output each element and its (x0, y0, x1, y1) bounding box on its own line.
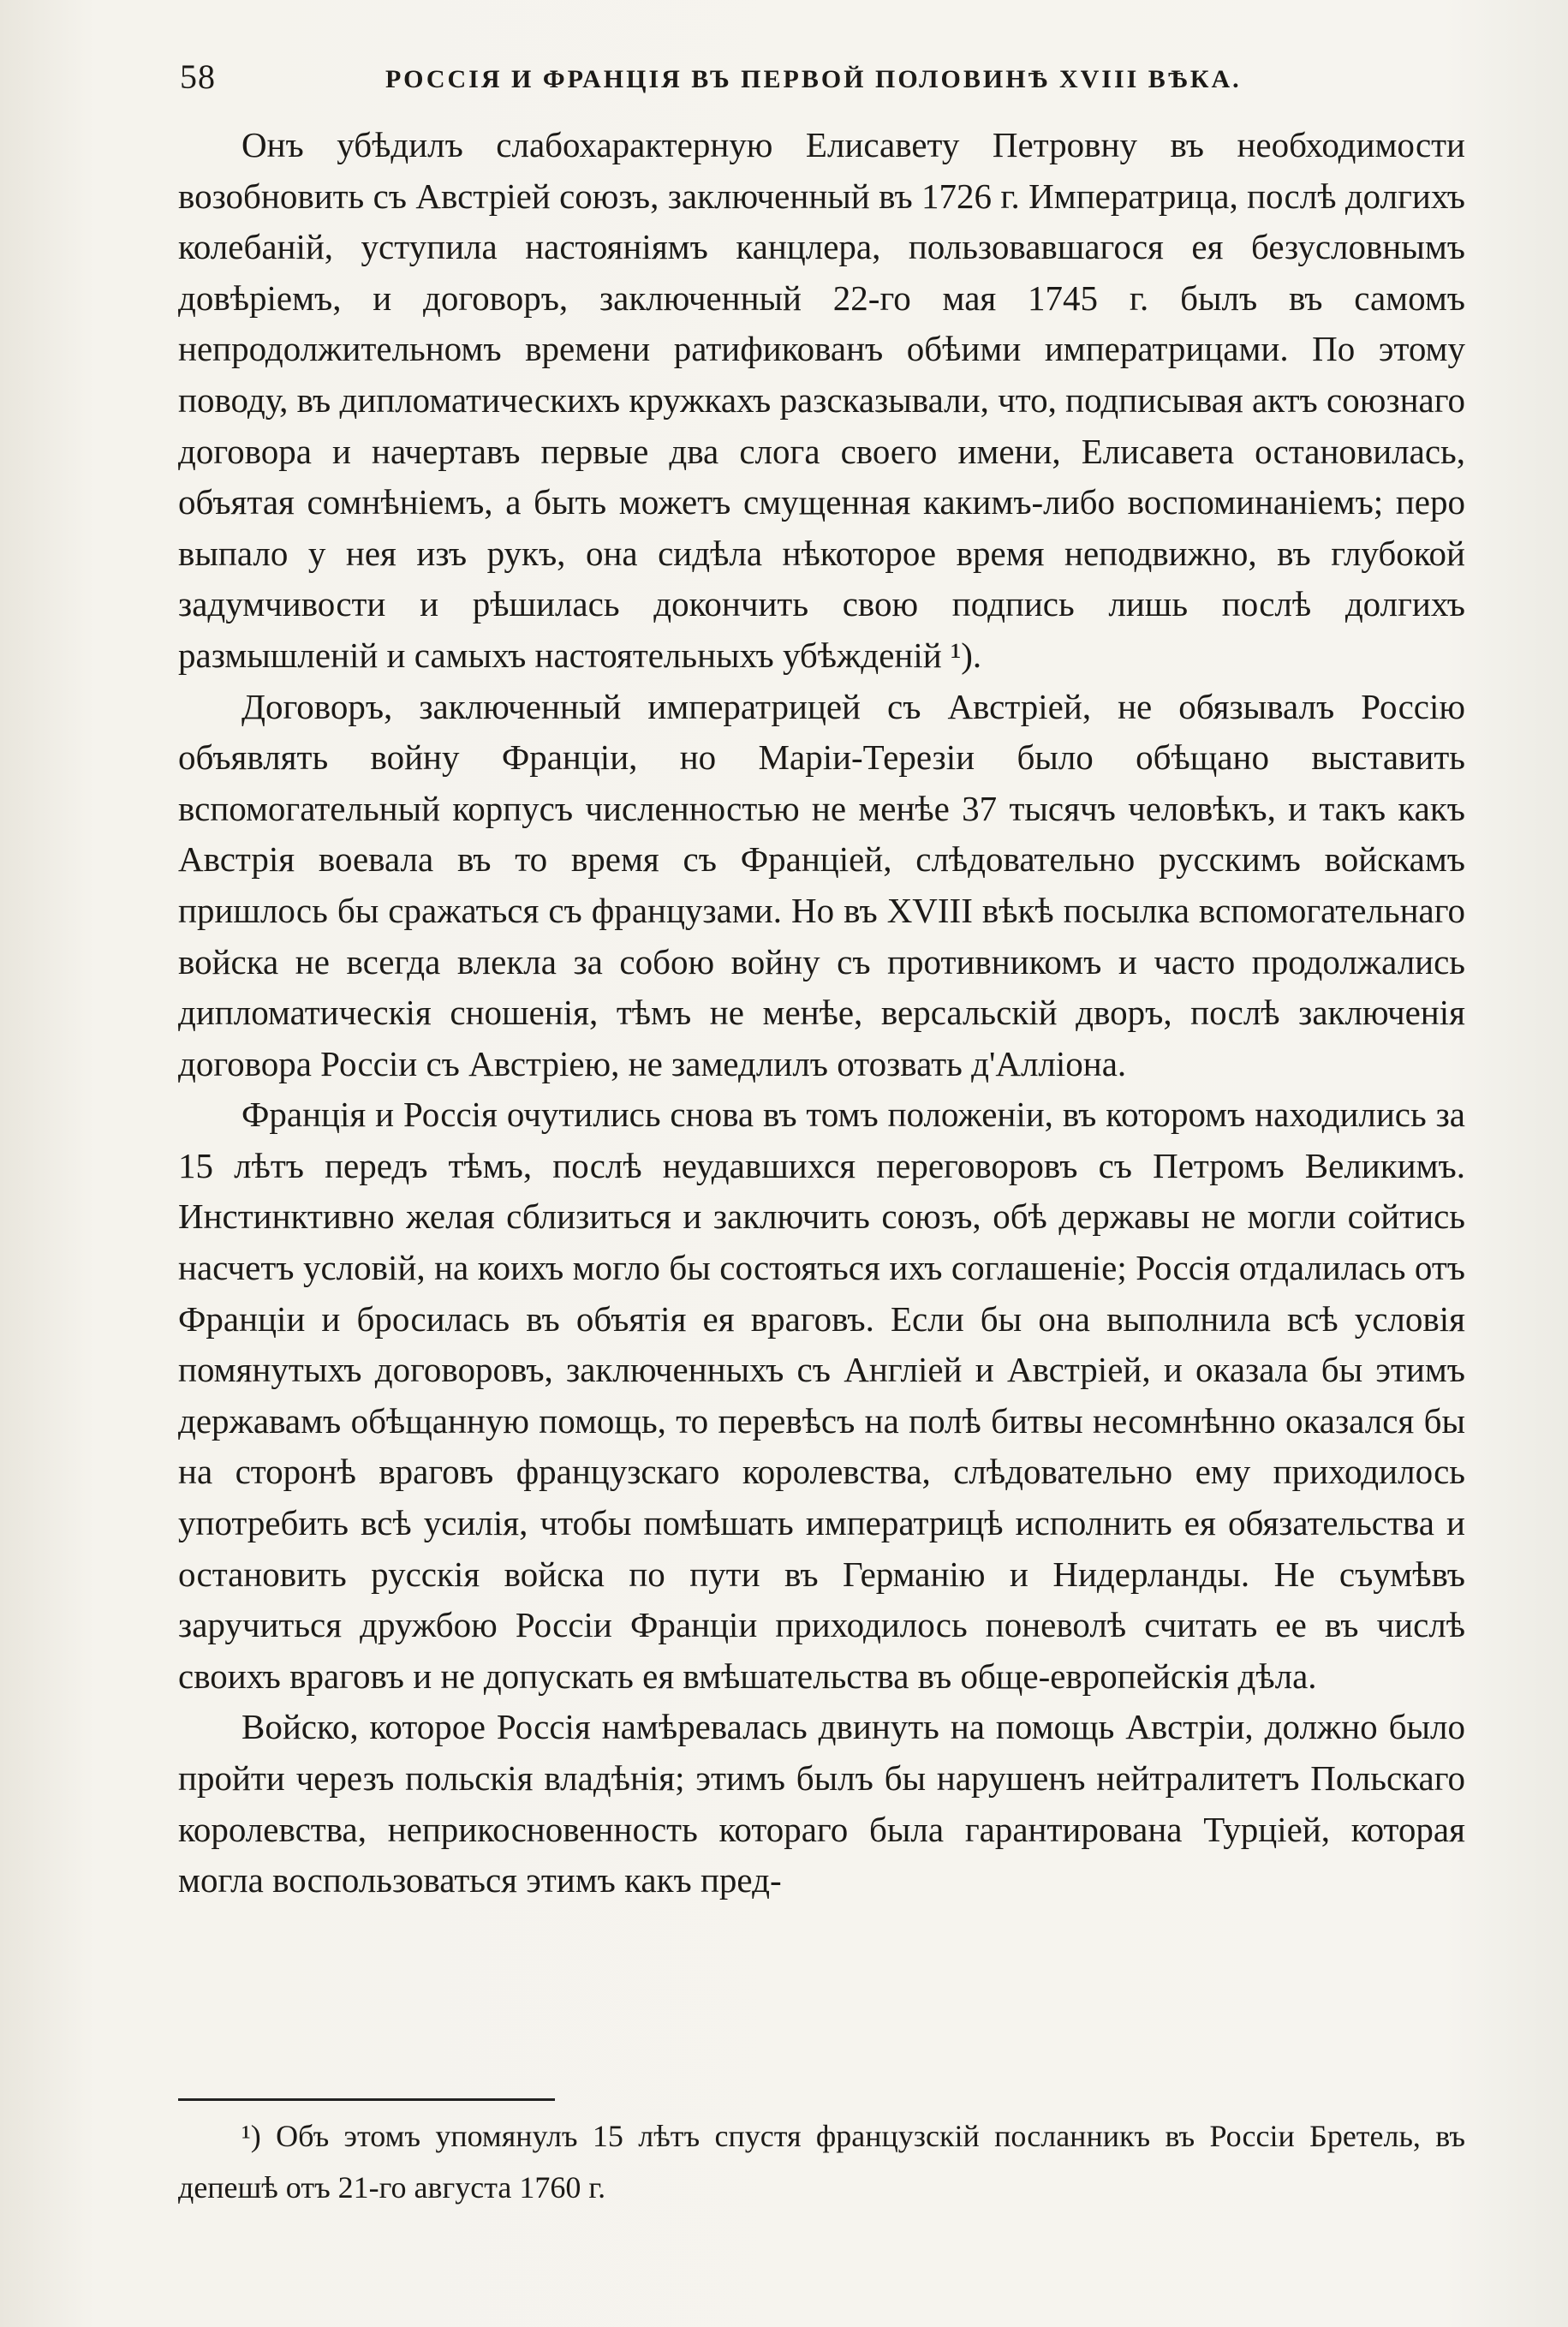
paragraph: Франція и Россія очутились снова въ томъ положеніи, въ которомъ находились за 15 лѣтъ передъ тѣмъ, послѣ неудавшихся переговоровъ съ Петромъ Великимъ. Инстинктивно желая сблизиться и заключить союзъ, обѣ державы не могли сойтись насчетъ условій, на коихъ могло бы состояться ихъ соглашеніе; Россія отдалилась отъ Франціи и бросилась въ объятія ея враговъ. Если бы она выполнила всѣ условія помянутыхъ договоровъ, заключенныхъ съ Англіей и Австріей, и оказала бы этимъ державамъ обѣщанную помощь, то перевѣсъ на полѣ битвы несомнѣнно оказался бы на сторонѣ враговъ французскаго королевства, слѣдовательно ему приходилось употребить всѣ усилія, чтобы помѣшать императрицѣ исполнить ея обязательства и остановить русскія войска по пути въ Германію и Нидерланды. Не съумѣвъ заручиться дружбою Россіи Франціи приходилось поневолѣ считать ее въ числѣ своихъ враговъ и не допускать ея вмѣшательства въ обще-европейскія дѣла. (178, 1095, 1465, 1696)
footnote-marker: ¹) (241, 2119, 261, 2153)
paragraph: Договоръ, заключенный императрицей съ Австріей, не обязывалъ Россію объявлять войну Франціи, но Маріи-Терезіи было обѣщано выставить вспомогательный корпусъ численностью не менѣе 37 тысячъ человѣкъ, и такъ какъ Австрія воевала въ то время съ Франціей, слѣдовательно русскимъ войскамъ пришлось бы сражаться съ французами. Но въ XVIII вѣкѣ посылка вспомогательнаго войска не всегда влекла за собою войну съ противникомъ и часто продолжались дипломатическія сношенія, тѣмъ не менѣе, версальскій дворъ, послѣ заключенія договора Россіи съ Австріею, не замедлилъ отозвать д'Алліона. (178, 686, 1465, 1083)
footnote-text: Объ этомъ упомянулъ 15 лѣтъ спустя французскій посланникъ въ Россіи Бретель, въ депешѣ отъ 21-го августа 1760 г. (178, 2119, 1465, 2205)
footnote (178, 2110, 1465, 2213)
page-number: 58 (180, 57, 216, 96)
paragraph: Войско, которое Россія намѣревалась двинуть на помощь Австріи, должно было пройти черезъ польскія владѣнія; этимъ былъ бы нарушенъ нейтралитетъ Польскаго королевства, неприкосновенность котораго была гарантирована Турціей, которая могла воспользоваться этимъ какъ пред- (178, 1707, 1465, 1900)
page-header (180, 51, 1464, 103)
body-text (178, 120, 1465, 1906)
paragraph: Онъ убѣдилъ слабохарактерную Елисавету Петровну въ необходимости возобновить съ Австріей союзъ, заключенный въ 1726 г. Императрица, послѣ долгихъ колебаній, уступила настояніямъ канцлера, пользовавшагося ея безусловнымъ довѣріемъ, и договоръ, заключенный 22-го мая 1745 г. былъ въ самомъ непродолжительномъ времени ратификованъ обѣими императрицами. По этому поводу, въ дипломатическихъ кружкахъ разсказывали, что, подписывая актъ союзнаго договора и начертавъ первые два слога своего имени, Елисавета остановилась, объятая сомнѣніемъ, а быть можетъ смущенная какимъ-либо воспоминаніемъ; перо выпало у нея изъ рукъ, она сидѣла нѣкоторое время неподвижно, въ глубокой задумчивости и рѣшилась докончить свою подпись лишь послѣ долгихъ размышленій и самыхъ настоятельныхъ убѣжденій ¹). (178, 125, 1465, 675)
running-title: РОССІЯ И ФРАНЦІЯ ВЪ ПЕРВОЙ ПОЛОВИНѢ XVIII ВѢКА. (385, 65, 1242, 93)
footnote-separator (178, 2098, 555, 2101)
